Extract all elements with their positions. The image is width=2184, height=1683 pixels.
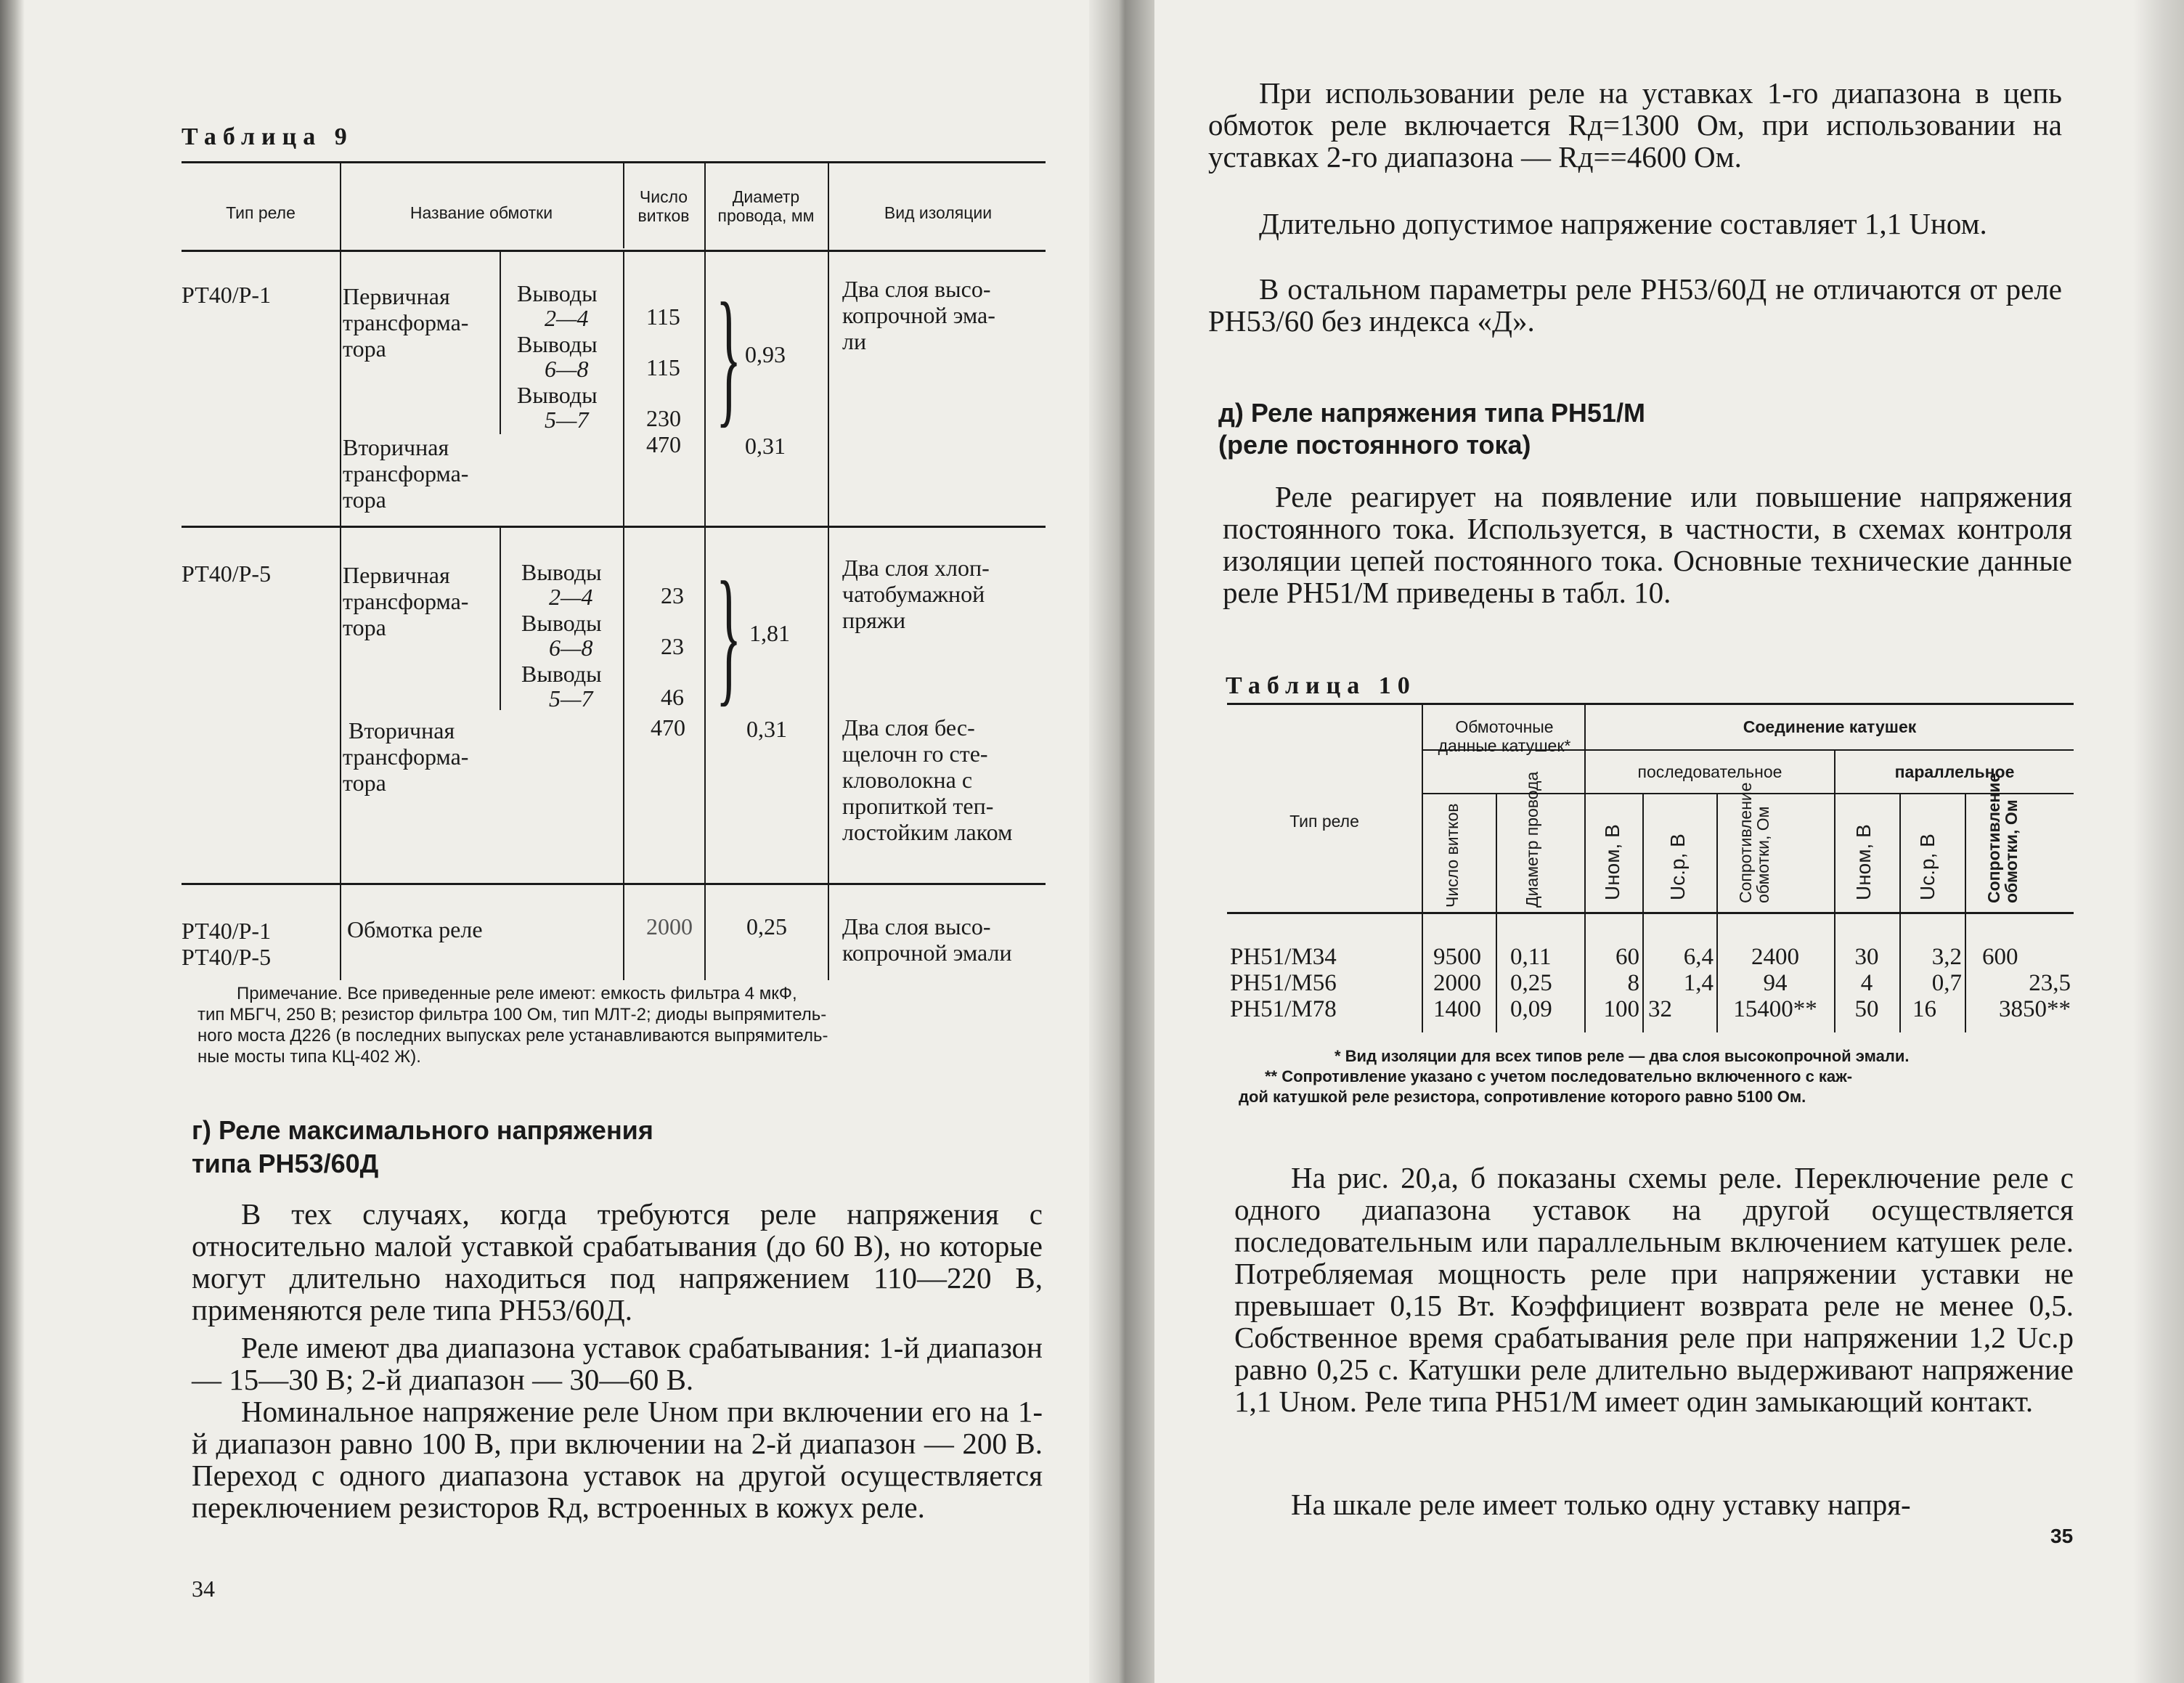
table10-header-coil: Обмоточные данные катушек* [1438,717,1571,755]
table9-b2-insulation2-l4: пропиткой теп- [842,793,994,819]
table10-header-turns: Число витков [1443,803,1462,908]
table10-vrule-turns [1496,793,1497,1032]
table10-footnote-2-l1: ** Сопротивление указано с учетом последовательно включенного с каж- [1265,1067,1853,1085]
table10-header-s-usr: Uс.р, В [1666,834,1689,900]
table9-b3-insulation-l1: Два слоя высо- [842,913,991,940]
table9-b3-type-l2: РТ40/Р-5 [182,944,272,970]
table9-b2-insulation2-l1: Два слоя бес- [842,714,975,741]
table9-b2-turns3: 46 [661,684,684,710]
table9-b2-brace: } [716,551,742,720]
table10-row2-s-unom: 8 [1627,970,1639,996]
section-g-heading-l2: типа РН53/60Д [192,1149,379,1178]
table10-row3-p-unom: 50 [1854,996,1879,1022]
table9 [182,158,1046,980]
table10-row1-s-unom: 60 [1615,944,1639,970]
table9-note-l3: ного моста Д226 (в последних выпусках реле устанавливаются выпрямитель- [197,1026,828,1046]
table10-row3-p-usr: 16 [1912,996,1936,1022]
table10-row3-s-res: 15400** [1733,996,1817,1022]
table10-row1-type: РН51/М34 [1230,944,1337,970]
table10-header-p-res: Сопротивление обмотки, Ом [1984,773,2021,903]
table9-note-l1: Примечание. Все приведенные реле имеют: емкость фильтра 4 мкФ, [237,984,797,1003]
table9-vrule-leads1 [500,250,501,434]
table9-b1-turns1: 115 [646,303,680,330]
left-paragraph-3: Номинальное напряжение реле Uном при включении его на 1-й диапазон равно 100 В, при включении на 2-й диапазон — 200 В. Переход с одного диапазона уставок на другой осуществляется переключением резисторов Rд, встроенных в кожух реле. [192,1395,1043,1524]
table9-b2-turns2: 23 [661,633,684,659]
book-right-edge [2133,0,2184,1683]
table9-b2-insulation1-l1: Два слоя хлоп- [842,555,990,581]
table9-b2-leads3-n: 5—7 [549,685,593,712]
table9-b3-type-l1: РТ40/Р-1 [182,918,272,944]
table9-b2-leads2: Выводы [521,610,602,636]
table9-header-winding: Название обмотки [410,203,553,222]
table9-header-diameter: Диаметр провода, мм [717,187,815,225]
table9-header-insulation: Вид изоляции [884,203,993,222]
table10-row1-p-usr: 3,2 [1931,944,1962,970]
page-number-right: 35 [2050,1525,2074,1547]
table9-b2-primary-l3: тора [343,614,386,640]
table10-vrule-type [1422,703,1423,1032]
section-d-heading-l2: (реле постоянного тока) [1218,430,1531,460]
table9-b2-insulation1-l2: чатобумажной [842,581,985,607]
table9-b2-leads1-n: 2—4 [549,584,593,610]
table9-type-rt40-p5: РТ40/Р-5 [182,561,272,587]
table10-row2-turns: 2000 [1433,970,1481,996]
table10-row2-s-res: 94 [1763,970,1788,996]
table9-b1-leads1: Выводы [517,280,598,306]
right-paragraph-4: Реле реагирует на появление или повышение напряжения постоянного тока. Используется, в частности, в схемах контроля изоляции цепей постоянного тока. Основные технические данные реле РН51/М приведены в табл. 10. [1223,480,2072,609]
table9-b2-diam-secondary: 0,31 [746,716,787,742]
table9-b2-primary-l1: Первичная [343,562,450,588]
table9-b2-secondary-l2: трансформа- [343,743,469,770]
table9-vrule-2 [623,250,624,526]
table9-vrule-2c [623,883,624,980]
section-g-heading-l1: г) Реле максимального напряжения [192,1115,653,1145]
table9-b1-leads1-n: 2—4 [545,305,589,331]
table9-header-turns: Число витков [637,187,690,225]
table9-vrule-2b [623,526,624,883]
table9-b1-insulation-l3: ли [842,328,867,354]
table9-b2-insulation1-l3: пряжи [842,607,906,633]
right-paragraph-1: При использовании реле на уставках 1-го диапазона в цепь обмоток реле включается Rд=1300 Ом, при использовании на уставках 2-го диапазона — Rд==4600 Ом. [1208,76,2062,174]
table10-vrule-s-usr [1716,793,1718,1032]
left-paragraph-1: В тех случаях, когда требуются реле напряжения с относительно малой уставкой срабатывания (до 60 В), но которые могут длительно находиться под напряжением 110—220 В, применяются реле типа РН53/60Д. [192,1197,1043,1327]
table9-b1-leads2: Выводы [517,331,598,357]
table10-label: Таблица 10 [1226,672,1417,699]
table9-type-rt40-p1: РТ40/Р-1 [182,282,272,308]
right-paragraph-2: Длительно допустимое напряжение составляет 1,1 Uном. [1259,207,1987,240]
table10-vrule-p-unom [1899,793,1901,1032]
table10-row2-s-usr: 1,4 [1683,970,1714,996]
table9-rule-2 [182,883,1046,885]
table10-row3-s-unom: 100 [1603,996,1639,1022]
table9-top-rule [182,161,1046,163]
table10-row1-p-res: 600 [1982,944,2018,970]
right-paragraph-6: На шкале реле имеет только одну уставку напря- [1291,1488,1911,1521]
table9-b1-turns-secondary: 470 [646,431,681,457]
table9-b3-winding: Обмотка реле [347,916,483,942]
table10-row1-diam: 0,11 [1510,944,1552,970]
table9-vrule-winding [623,161,624,248]
table9-b1-secondary-l1: Вторичная [343,434,449,460]
table10-vrule-s-unom [1642,793,1644,1032]
table9-vrule-1 [340,161,341,980]
table9-rule-1 [182,526,1046,528]
table10-header-connection: Соединение катушек [1743,717,1917,736]
table9-b2-insulation2-l2: щелочн го сте- [842,741,988,767]
table10-row1-turns: 9500 [1433,944,1481,970]
table10-top-rule [1227,703,2074,705]
table9-b1-turns3: 230 [646,405,681,431]
table9-b2-insulation2-l3: кловолокна с [842,767,973,793]
table9-b1-leads2-n: 6—8 [545,356,589,382]
table9-b3-diam: 0,25 [746,913,787,940]
table9-b1-turns2: 115 [646,354,680,380]
table9-b2-secondary-l3: тора [343,770,386,796]
right-paragraph-5: На рис. 20,а, б показаны схемы реле. Переключение реле с одного диапазона уставок на другой осуществляется последовательным или параллельным включением катушек реле. Потребляемая мощность реле при напряжении уставки не превышает 0,15 Вт. Коэффициент возврата реле не менее 0,5. Собственное время срабатывания реле при напряжении 1,2 Uс.р равно 0,25 с. Катушки реле длительно выдерживают напряжение 1,1 Uном. Реле типа РН51/М имеет один замыкающий контакт. [1234,1161,2074,1418]
section-d-heading-l1: д) Реле напряжения типа РН51/М [1218,398,1645,428]
table10-row1-s-usr: 6,4 [1683,944,1714,970]
table9-b2-turns-secondary: 470 [651,714,685,741]
table10-header-parallel: параллельное [1894,762,2015,781]
table10-row1-s-res: 2400 [1751,944,1799,970]
table9-b1-secondary-l3: тора [343,486,386,513]
table9-b2-primary-l2: трансформа- [343,588,469,614]
table9-b1-insulation-l2: копрочной эма- [842,302,995,328]
table9-b2-leads3: Выводы [521,661,602,687]
table10-footnote-2-l2: дой катушкой реле резистора, сопротивление которого равно 5100 Ом. [1239,1088,1806,1106]
table10-header-diam: Диаметр провода [1523,771,1541,908]
table10-vrule-series [1834,749,1835,1032]
table9-note-l4: ные мосты типа КЦ-402 Ж). [197,1047,421,1067]
table9-note-l2: тип МБГЧ, 250 В; резистор фильтра 100 Ом, тип МЛТ-2; диоды выпрямитель- [197,1005,827,1024]
table9-b2-diam-primary: 1,81 [749,620,790,646]
table10-row3-turns: 1400 [1433,996,1481,1022]
table9-b1-leads3: Выводы [517,382,598,408]
table10-row1-p-unom: 30 [1854,944,1879,970]
table9-b1-insulation-l1: Два слоя высо- [842,276,991,302]
table9-b1-leads3-n: 5—7 [545,407,589,433]
table9-b1-secondary-l2: трансформа- [343,460,469,486]
table9-b1-brace: } [716,272,742,441]
table9-header-rule [182,250,1046,252]
left-paragraph-2: Реле имеют два диапазона уставок срабатывания: 1-й диапазон — 15—30 В; 2-й диапазон — 30—60 В. [192,1331,1043,1396]
table10-header-s-res: Сопротивление обмотки, Ом [1736,782,1772,903]
table10-footnote-1: * Вид изоляции для всех типов реле — два слоя высокопрочной эмали. [1335,1047,1910,1065]
book-left-edge [0,0,25,1683]
table10-row2-type: РН51/М56 [1230,970,1337,996]
table9-b3-insulation-l2: копрочной эмали [842,940,1012,966]
table9-b1-primary-l1: Первичная [343,283,450,309]
book-gutter [1089,0,1154,1683]
table10-row2-p-res: 23,5 [2029,970,2071,996]
table10-row2-p-unom: 4 [1860,970,1873,996]
table10-header-s-unom: Uном, В [1601,824,1623,900]
table9-b2-turns1: 23 [661,582,684,608]
table10 [1227,703,2074,1037]
table9-b2-secondary-l1: Вторичная [349,717,455,743]
table10-row3-type: РН51/М78 [1230,996,1337,1022]
table10-row3-s-usr: 32 [1648,996,1672,1022]
table10-row3-p-res: 3850** [1999,996,2071,1022]
right-paragraph-3: В остальном параметры реле РН53/60Д не отличаются от реле РН53/60 без индекса «Д». [1208,272,2062,338]
table9-vrule-3 [704,161,706,980]
table9-b2-leads2-n: 6—8 [549,635,593,661]
table10-header-p-usr: Uс.р, В [1916,834,1939,900]
table10-header-rule [1227,912,2074,914]
table9-b3-turns: 2000 [646,913,693,940]
table10-row2-p-usr: 0,7 [1931,970,1962,996]
table10-header-series: последовательное [1637,762,1782,781]
table9-b2-insulation2-l5: лостойким лаком [842,819,1013,845]
table9-b1-diam-secondary: 0,31 [745,433,786,459]
table9-vrule-leads2 [500,526,501,710]
table9-b1-primary-l3: тора [343,335,386,362]
page-number-left: 34 [192,1576,215,1602]
table10-row3-diam: 0,09 [1510,996,1552,1022]
table10-header-p-unom: Uном, В [1852,824,1875,900]
table9-b2-leads1: Выводы [521,559,602,585]
table10-row2-diam: 0,25 [1510,970,1552,996]
table10-header-type: Тип реле [1289,812,1359,831]
table9-header-type: Тип реле [226,203,296,222]
table9-vrule-4 [828,161,829,980]
table9-b1-primary-l2: трансформа- [343,309,469,335]
table9-label: Таблица 9 [182,123,354,150]
table9-b1-diam-primary: 0,93 [745,341,786,367]
